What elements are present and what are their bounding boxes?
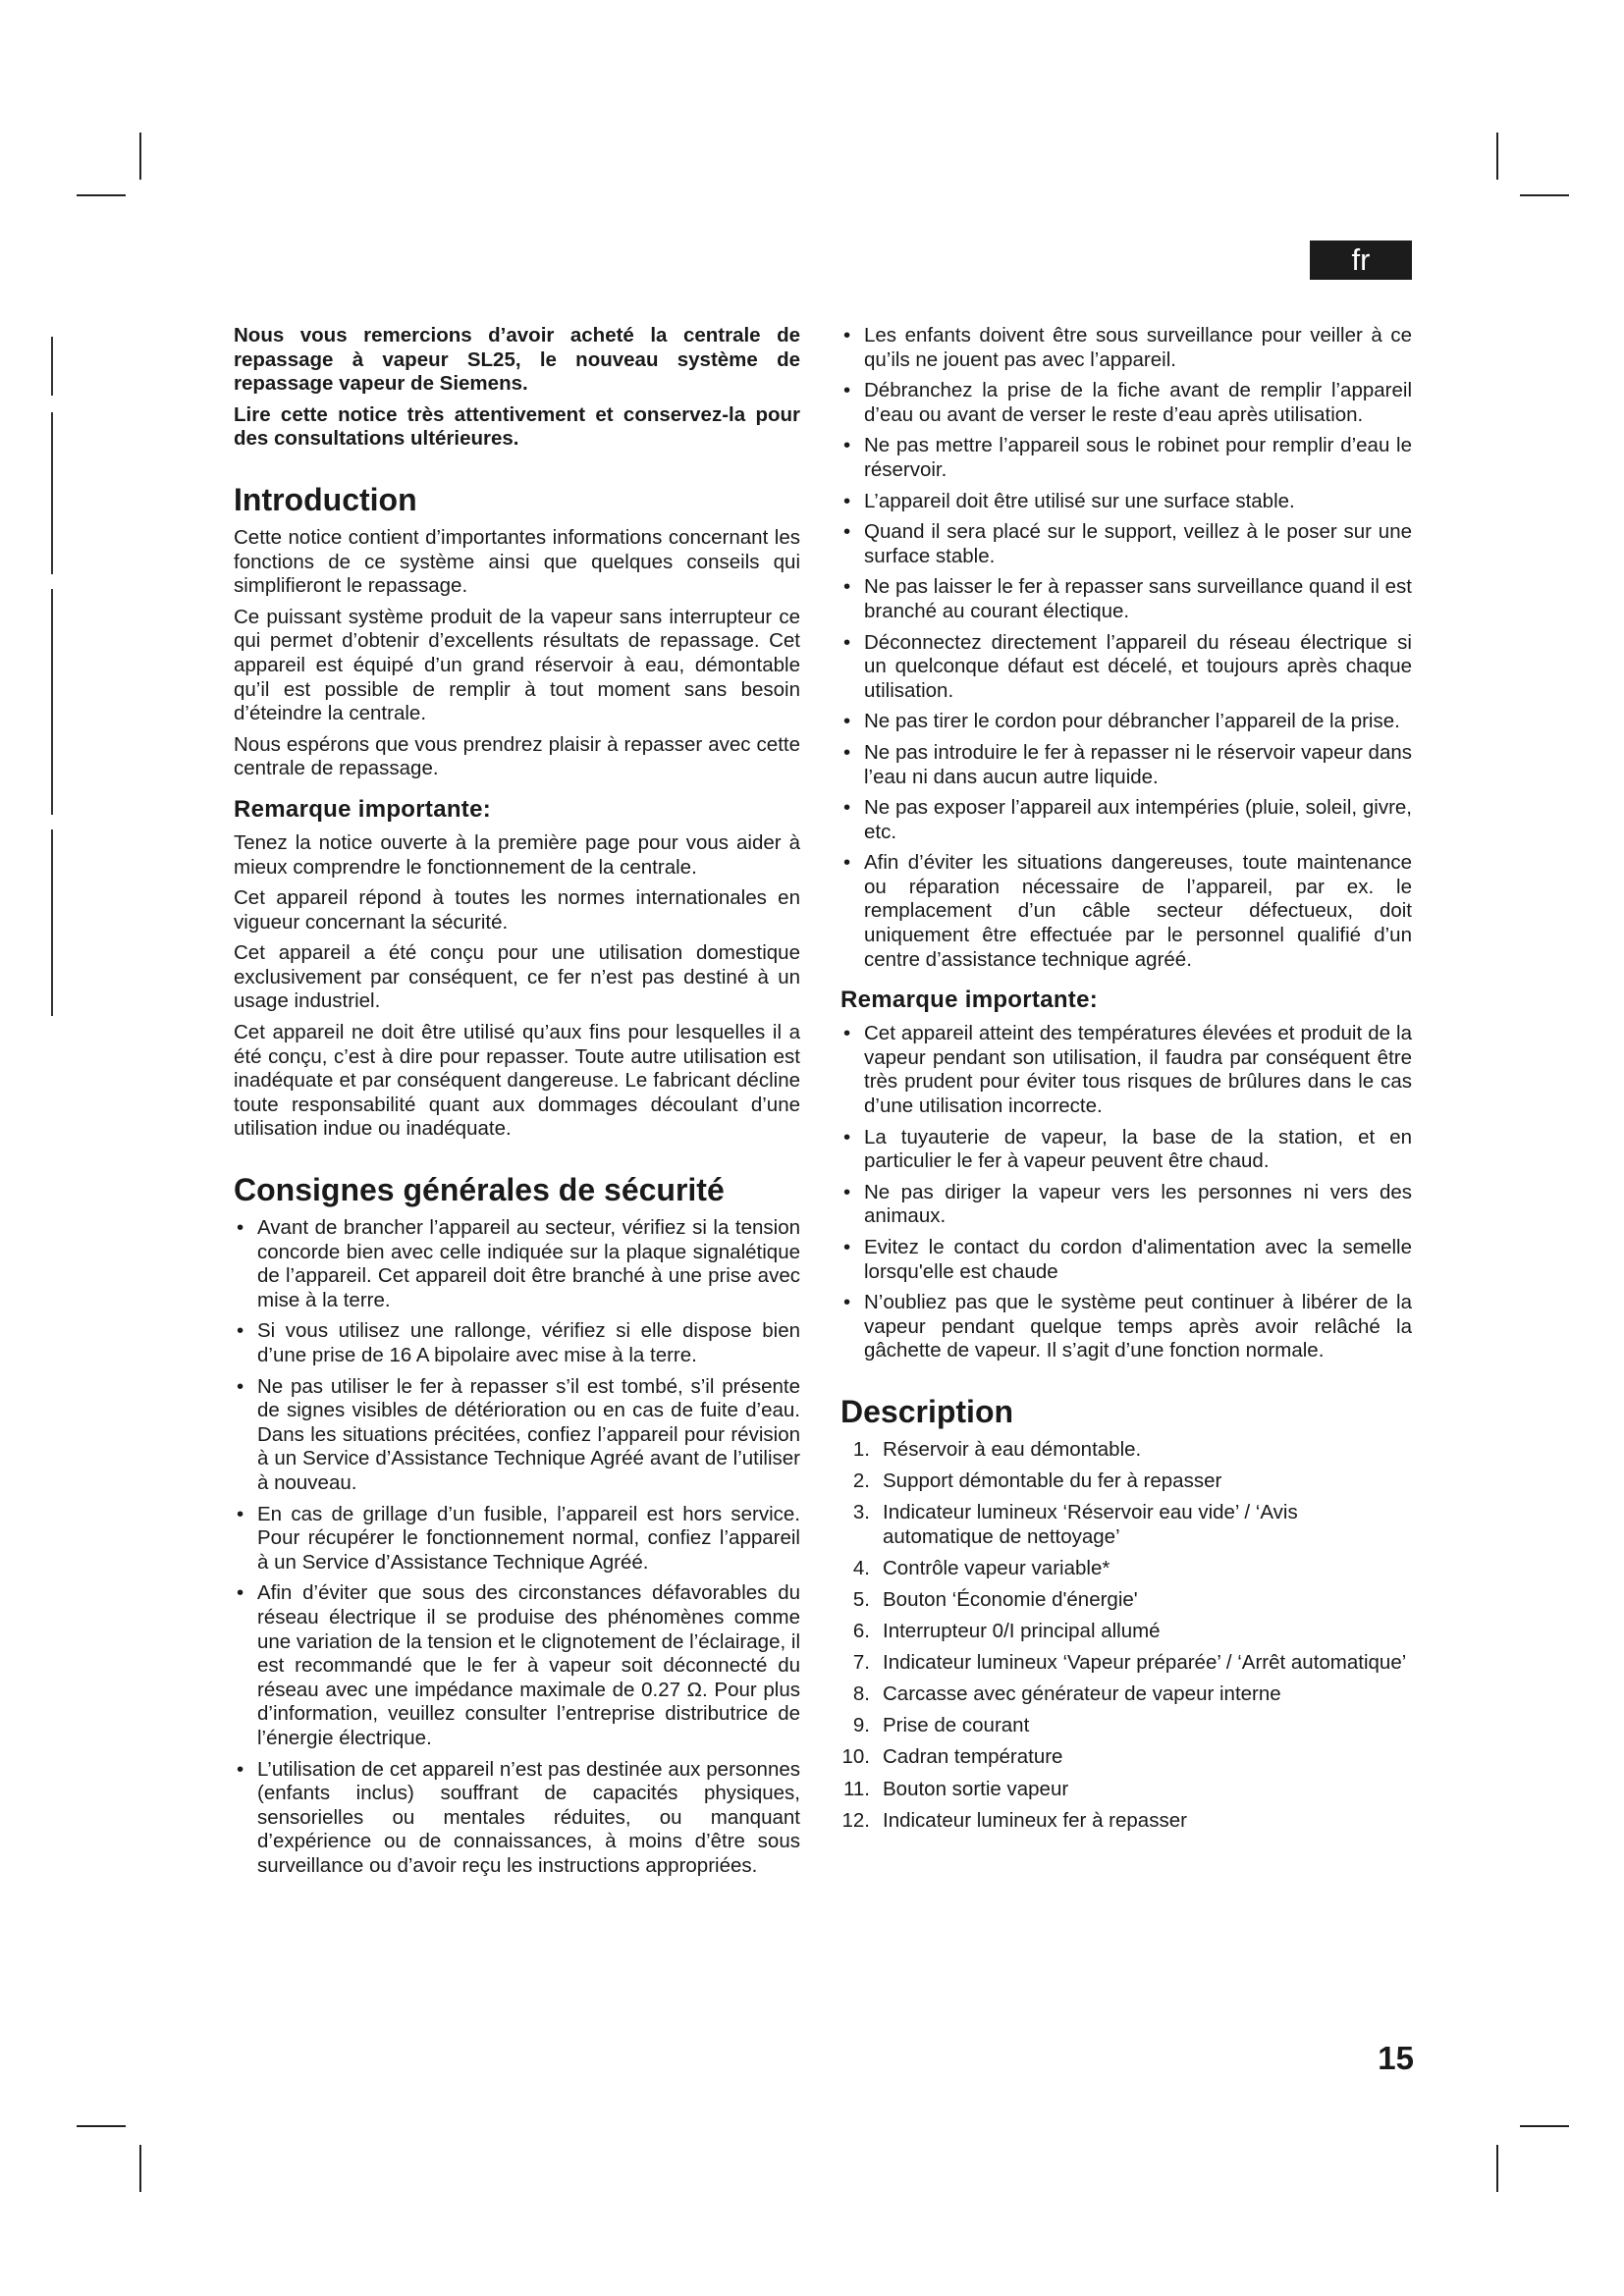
item-text: Support démontable du fer à repasser — [883, 1469, 1222, 1493]
crop-mark — [139, 2145, 141, 2192]
margin-rule — [51, 829, 53, 1016]
introduction-paragraph: Nous espérons que vous prendrez plaisir à repasser avec cette centrale de repassage. — [234, 732, 800, 780]
remark-item: • Cet appareil atteint des températures élevées et produit de la vapeur pendant son utilisation, il faudra par conséquent être très prudent pour éviter tous risques de brûlures dans le cas d’une utilisation incorrecte. — [840, 1022, 1412, 1118]
description-item — [840, 1620, 1412, 1644]
item-number: 5. — [852, 1587, 870, 1611]
item-number: 7. — [852, 1651, 870, 1675]
item-number: 8. — [852, 1682, 870, 1706]
remark-heading: Remarque importante: — [234, 795, 492, 823]
remark-item: • Evitez le contact du cordon d'alimentation avec la semelle lorsqu'elle est chaude — [840, 1236, 1412, 1284]
description-item — [840, 1438, 1412, 1463]
safety-item: • Ne pas laisser le fer à repasser sans surveillance quand il est branché au courant électique. — [840, 575, 1412, 623]
description-item — [840, 1501, 1412, 1549]
remark-paragraph: Cet appareil a été conçu pour une utilisation domestique exclusivement par conséquent, ce fer n’est pas destiné à un usage industriel. — [234, 941, 800, 1013]
safety-item: • Afin d’éviter que sous des circonstances défavorables du réseau électrique il se produise des phénomènes comme une variation de la tension et le clignotement de l’éclairage, il est recommandé que le fer à vapeur soit déconnecté du réseau avec une impédance maximale de 0.27 Ω. Pour plus d’information, veuillez consulter l’entreprise distributrice de l’énergie électrique. — [234, 1581, 800, 1750]
crop-mark — [77, 2125, 126, 2127]
item-number: 3. — [852, 1501, 870, 1524]
item-number: 1. — [852, 1437, 870, 1461]
description-item — [840, 1557, 1412, 1581]
description-item — [840, 1682, 1412, 1707]
safety-item: • Ne pas exposer l’appareil aux intempéries (pluie, soleil, givre, etc. — [840, 796, 1412, 844]
crop-mark — [1520, 2125, 1569, 2127]
safety-item: • Ne pas mettre l’appareil sous le robinet pour remplir d’eau le réservoir. — [840, 434, 1412, 482]
margin-rule — [51, 412, 53, 574]
description-item — [840, 1469, 1412, 1494]
item-number: 4. — [852, 1556, 870, 1579]
safety-item: • Ne pas tirer le cordon pour débrancher l’appareil de la prise. — [840, 710, 1412, 734]
safety-item: • Débranchez la prise de la fiche avant de remplir l’appareil d’eau ou avant de verser le reste d’eau après utilisation. — [840, 379, 1412, 427]
safety-item: • Avant de brancher l’appareil au secteur, vérifiez si la tension concorde bien avec celle indiquée sur la plaque signalétique de l’appareil. Cet appareil doit être branché à une prise avec mise à la terre. — [234, 1216, 800, 1312]
description-item — [840, 1588, 1412, 1613]
item-text: Prise de courant — [883, 1714, 1030, 1737]
introduction-paragraph: Cette notice contient d’importantes informations concernant les fonctions de ce système ainsi que quelques conseils qui simplifieront le repassage. — [234, 525, 800, 598]
remark-item: • La tuyauterie de vapeur, la base de la station, et en particulier le fer à vapeur peuvent être chaud. — [840, 1126, 1412, 1174]
crop-mark — [139, 133, 141, 180]
margin-rule — [51, 589, 53, 815]
crop-mark — [1520, 194, 1569, 196]
description-heading: Description — [840, 1393, 1014, 1429]
safety-item: • Déconnectez directement l’appareil du réseau électrique si un quelconque défaut est décelé, et toujours après chaque utilisation. — [840, 631, 1412, 704]
description-item — [840, 1778, 1412, 1802]
crop-mark — [77, 194, 126, 196]
left-column — [234, 324, 800, 1885]
safety-heading: Consignes générales de sécurité — [234, 1172, 725, 1208]
item-number: 6. — [852, 1620, 870, 1643]
safety-item: • Quand il sera placé sur le support, veillez à le poser sur une surface stable. — [840, 520, 1412, 568]
safety-item: • Afin d’éviter les situations dangereuses, toute maintenance ou réparation nécessaire de l’appareil, par ex. le remplacement d’un câble secteur défectueux, doit uniquement être effectuée par le personnel qualifié d’un centre d’assistance technique agréé. — [840, 851, 1412, 972]
remark-list — [840, 1022, 1412, 1363]
remark-item: • N’oubliez pas que le système peut continuer à libérer de la vapeur pendant quelque temps après avoir relâché la gâchette de vapeur. Il s’agit d’une fonction normale. — [840, 1291, 1412, 1363]
safety-item: • Ne pas utiliser le fer à repasser s’il est tombé, s’il présente de signes visibles de détérioration ou en cas de fuite d’eau. Dans les situations précitées, confiez l’appareil pour révision à un Service d’Assistance Technique Agréé avant de l’utiliser à nouveau. — [234, 1375, 800, 1496]
safety-item: • Les enfants doivent être sous surveillance pour veiller à ce qu’ils ne jouent pas avec l’appareil. — [840, 324, 1412, 372]
item-text: Interrupteur 0/I principal allumé — [883, 1620, 1161, 1643]
page-number: 15 — [1378, 2040, 1414, 2076]
intro-thanks: Nous vous remercions d’avoir acheté la centrale de repassage à vapeur SL25, le nouveau système de repassage vapeur de Siemens. — [234, 324, 800, 396]
safety-item: • Ne pas introduire le fer à repasser ni le réservoir vapeur dans l’eau ni dans aucun autre liquide. — [840, 741, 1412, 789]
safety-item: • En cas de grillage d’un fusible, l’appareil est hors service. Pour récupérer le fonctionnement normal, confiez l’appareil à un Service d’Assistance Technique Agréé. — [234, 1503, 800, 1575]
right-column — [840, 324, 1412, 1841]
item-text: Indicateur lumineux ‘Réservoir eau vide’ / ‘Avis automatique de nettoyage’ — [883, 1501, 1298, 1548]
safety-item: • L’appareil doit être utilisé sur une surface stable. — [840, 490, 1412, 514]
introduction-heading: Introduction — [234, 481, 417, 517]
introduction-paragraph: Ce puissant système produit de la vapeur sans interrupteur ce qui permet d’obtenir d’excellents résultats de repassage. Cet appareil est équipé d’un grand réservoir à eau, démontable qu’il est possible de remplir à tout moment sans besoin d’éteindre la centrale. — [234, 605, 800, 725]
remark-paragraph: Cet appareil ne doit être utilisé qu’aux fins pour lesquelles il a été conçu, c’est à dire pour repasser. Toute autre utilisation est inadéquate et par conséquent dangereuse. Le fabricant décline toute responsabilité quant aux dommages découlant d’une utilisation indue ou inadéquate. — [234, 1021, 800, 1141]
safety-item: • L’utilisation de cet appareil n’est pas destinée aux personnes (enfants inclus) souffrant de capacités physiques, sensorielles ou mentales réduites, ou manquant d’expérience ou de connaissances, à moins d’être sous surveillance ou d’avoir reçu les instructions appropriées. — [234, 1758, 800, 1879]
margin-rule — [51, 337, 53, 396]
remark-heading: Remarque importante: — [840, 987, 1099, 1014]
item-number: 10. — [841, 1745, 870, 1769]
description-item — [840, 1651, 1412, 1676]
description-list — [840, 1438, 1412, 1833]
remark-paragraph: Cet appareil répond à toutes les normes internationales en vigueur concernant la sécurité. — [234, 886, 800, 934]
safety-list-continued — [840, 324, 1412, 972]
item-text: Carcasse avec générateur de vapeur interne — [883, 1682, 1281, 1706]
item-text: Bouton ‘Économie d'énergie' — [883, 1587, 1138, 1611]
item-text: Réservoir à eau démontable. — [883, 1437, 1142, 1461]
description-item — [840, 1809, 1412, 1834]
item-number: 9. — [852, 1714, 870, 1737]
description-item — [840, 1714, 1412, 1738]
item-text: Cadran température — [883, 1745, 1063, 1769]
item-text: Contrôle vapeur variable* — [883, 1556, 1110, 1579]
item-text: Indicateur lumineux ‘Vapeur préparée’ / ‘Arrêt automatique’ — [883, 1651, 1407, 1675]
remark-item: • Ne pas diriger la vapeur vers les personnes ni vers des animaux. — [840, 1181, 1412, 1229]
language-tab: fr — [1310, 240, 1412, 280]
crop-mark — [1496, 2145, 1498, 2192]
description-item — [840, 1745, 1412, 1770]
remark-paragraph: Tenez la notice ouverte à la première page pour vous aider à mieux comprendre le fonctionnement de la centrale. — [234, 830, 800, 879]
intro-read-notice: Lire cette notice très attentivement et conservez-la pour des consultations ultérieures. — [234, 402, 800, 451]
safety-list — [234, 1216, 800, 1878]
item-number: 2. — [852, 1469, 870, 1493]
item-number: 11. — [843, 1777, 870, 1800]
item-text: Bouton sortie vapeur — [883, 1777, 1069, 1800]
safety-item: • Si vous utilisez une rallonge, vérifiez si elle dispose bien d’une prise de 16 A bipolaire avec mise à la terre. — [234, 1319, 800, 1367]
crop-mark — [1496, 133, 1498, 180]
item-text: Indicateur lumineux fer à repasser — [883, 1808, 1187, 1832]
item-number: 12. — [841, 1808, 870, 1832]
